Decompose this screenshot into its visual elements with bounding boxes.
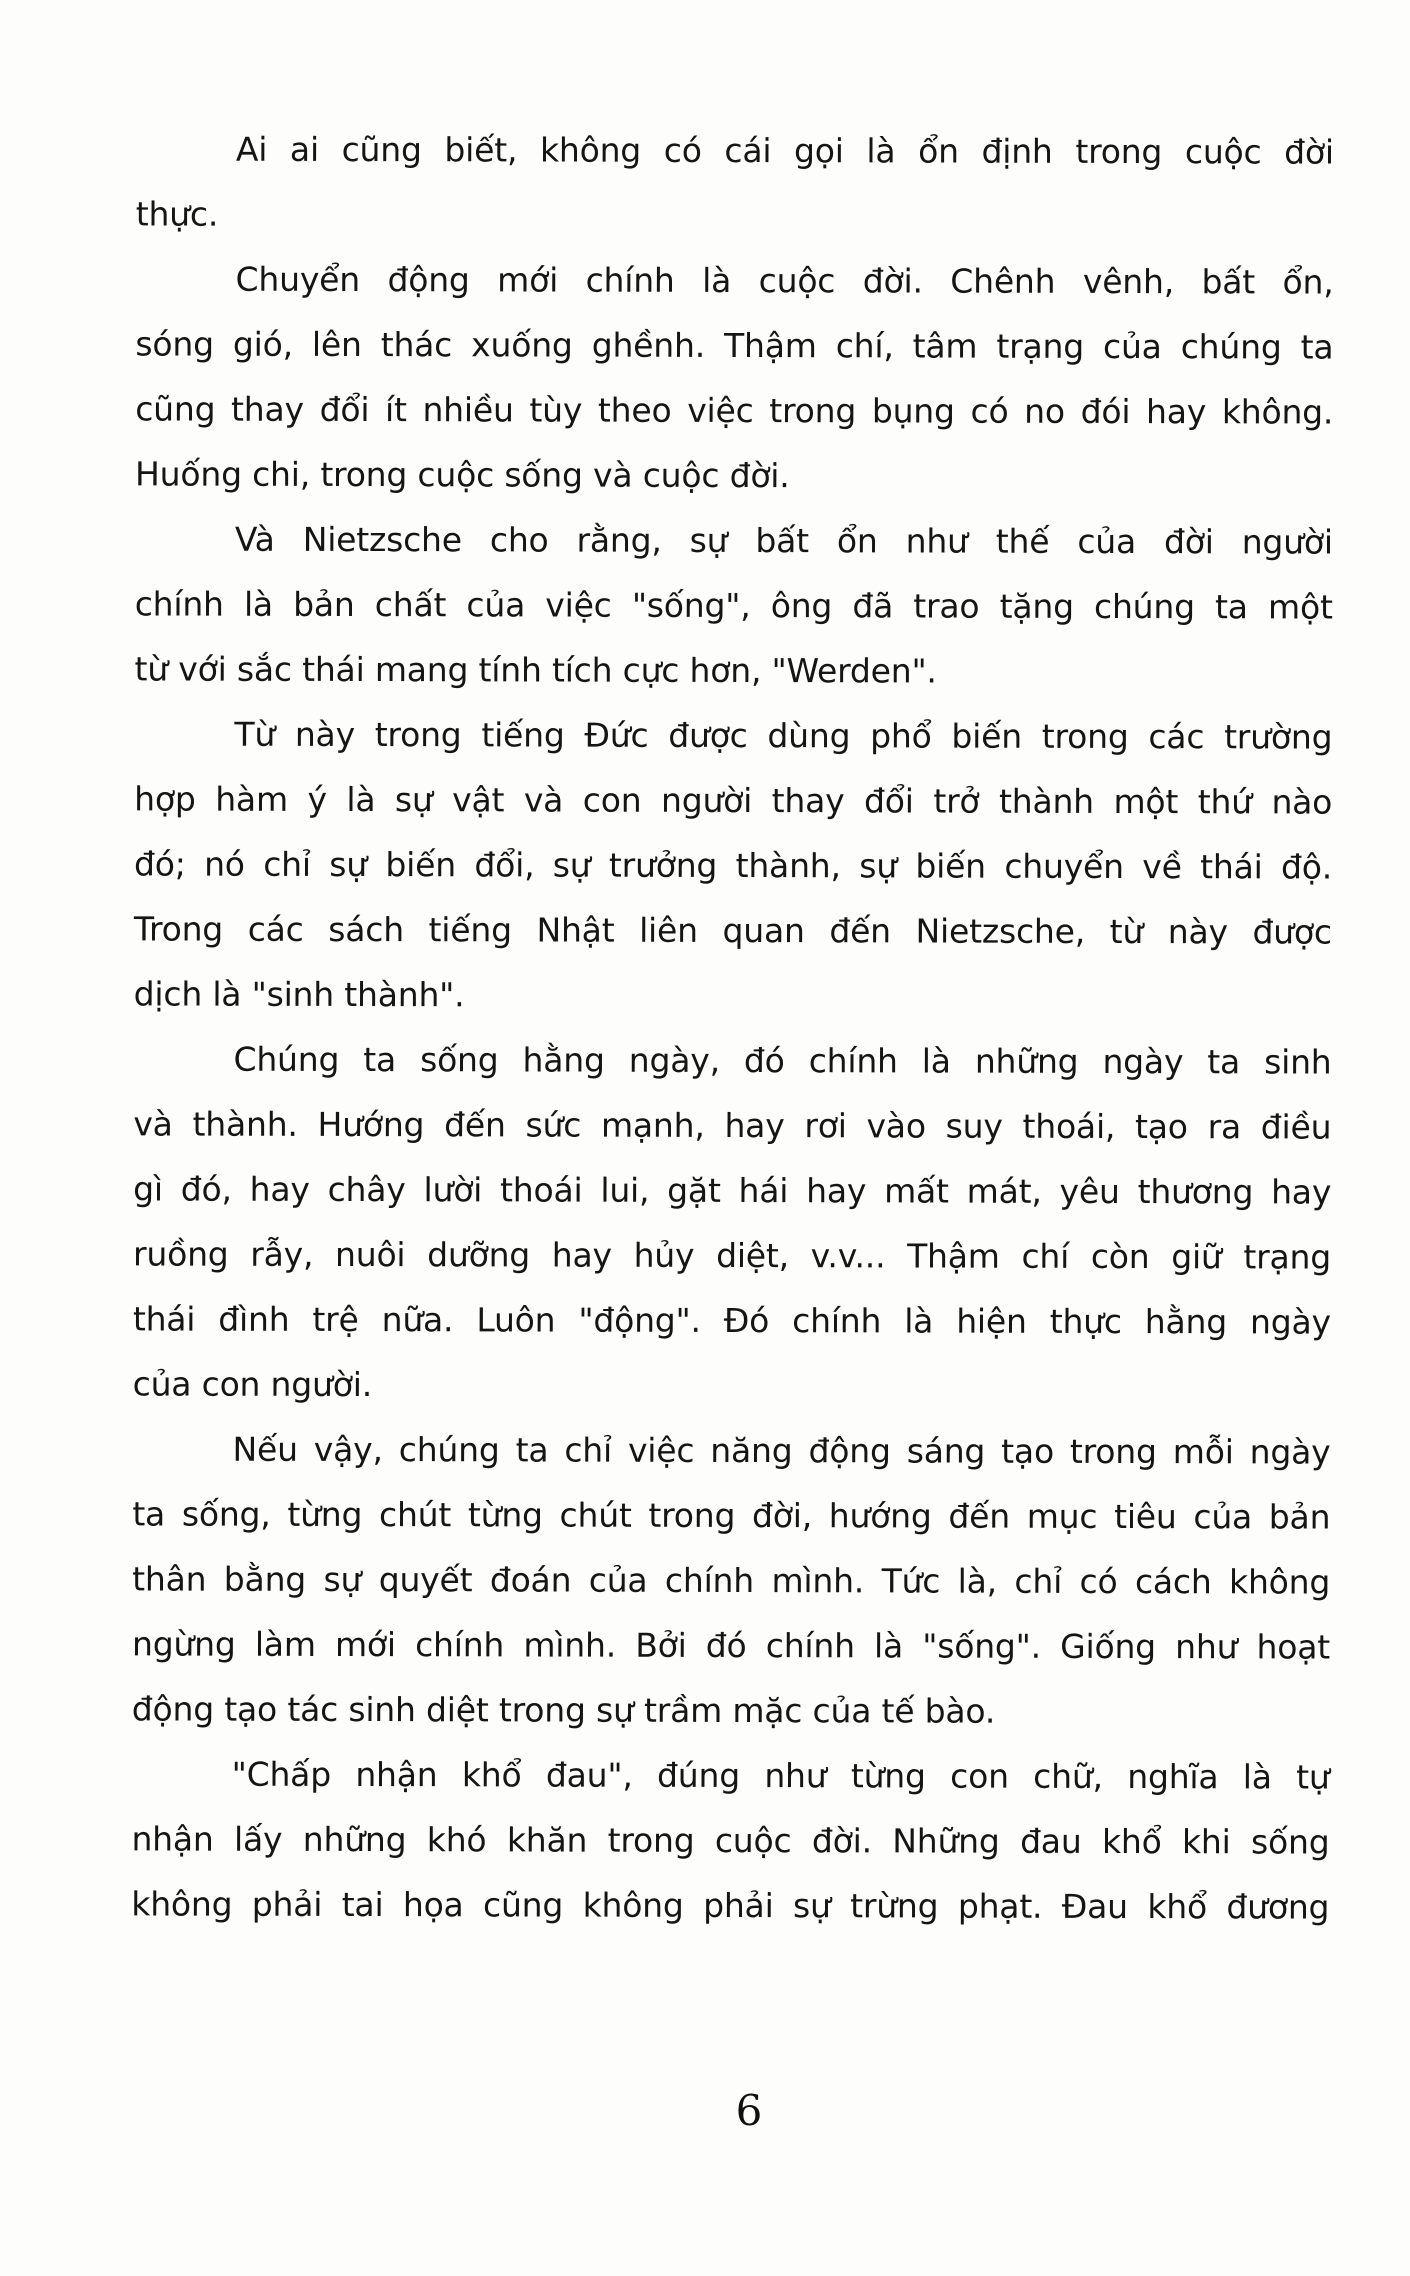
text-line: nhận lấy những khó khăn trong cuộc đời. Những đau khổ khi sống xyxy=(131,1819,1330,1862)
paragraph xyxy=(133,1026,1332,1419)
paragraph xyxy=(132,1416,1331,1744)
text-line: thân bằng sự quyết đoán của chính mình. Tức là, chỉ có cách không xyxy=(132,1559,1331,1602)
page-number: 6 xyxy=(735,2086,763,2135)
text-line: Và Nietzsche cho rằng, sự bất ổn như thế của đời người xyxy=(234,519,1333,562)
text-line: Chúng ta sống hằng ngày, đó chính là những ngày ta sinh xyxy=(233,1039,1332,1082)
text-line: ngừng làm mới chính mình. Bởi đó chính là "sống". Giống như hoạt xyxy=(131,1624,1331,1667)
text-line: Từ này trong tiếng Đức được dùng phổ biến trong các trường xyxy=(234,714,1333,757)
text-line: ruồng rẫy, nuôi dưỡng hay hủy diệt, v.v... Thậm chí còn giữ trạng xyxy=(132,1234,1332,1277)
text-block xyxy=(131,116,1334,1939)
text-line: thái đình trệ nữa. Luôn "động". Đó chính là hiện thực hằng ngày xyxy=(132,1299,1331,1342)
text-line: chính là bản chất của việc "sống", ông đã trao tặng chúng ta một xyxy=(134,584,1333,627)
text-line: và thành. Hướng đến sức mạnh, hay rơi vào suy thoái, tạo ra điều xyxy=(133,1104,1332,1147)
text-line: hợp hàm ý là sự vật và con người thay đổi trở thành một thứ nào xyxy=(134,779,1333,822)
text-line: của con người. xyxy=(132,1364,373,1405)
paragraph xyxy=(134,506,1333,704)
text-line: cũng thay đổi ít nhiều tùy theo việc trong bụng có no đói hay không. xyxy=(135,389,1334,432)
paragraph xyxy=(135,246,1334,509)
text-line: gì đó, hay chây lười thoái lui, gặt hái hay mất mát, yêu thương hay xyxy=(133,1169,1332,1212)
text-line: Nếu vậy, chúng ta chỉ việc năng động sáng tạo trong mỗi ngày xyxy=(232,1429,1331,1472)
text-line: sóng gió, lên thác xuống ghềnh. Thậm chí, tâm trạng của chúng ta xyxy=(135,324,1334,367)
text-line: "Chấp nhận khổ đau", đúng như từng con chữ, nghĩa là tự xyxy=(231,1754,1330,1797)
paragraph xyxy=(131,1741,1330,1939)
text-line: Ai ai cũng biết, không có cái gọi là ổn định trong cuộc đời xyxy=(235,129,1334,172)
text-line: động tạo tác sinh diệt trong sự trầm mặc của tế bào. xyxy=(131,1689,996,1731)
text-line: Trong các sách tiếng Nhật liên quan đến Nietzsche, từ này được xyxy=(133,909,1332,952)
text-line: Huống chi, trong cuộc sống và cuộc đời. xyxy=(135,454,790,496)
text-line: dịch là "sinh thành". xyxy=(133,974,465,1015)
paragraph xyxy=(134,701,1333,1029)
text-line: thực. xyxy=(135,194,219,234)
text-line: từ với sắc thái mang tính tích cực hơn, "Werden". xyxy=(134,649,937,691)
paragraph xyxy=(136,116,1334,249)
text-line: đó; nó chỉ sự biến đổi, sự trưởng thành, sự biến chuyển về thái độ. xyxy=(133,844,1333,887)
text-line: ta sống, từng chút từng chút trong đời, hướng đến mục tiêu của bản xyxy=(132,1494,1331,1537)
text-line: Chuyển động mới chính là cuộc đời. Chênh vênh, bất ổn, xyxy=(235,259,1334,302)
text-line: không phải tai họa cũng không phải sự trừng phạt. Đau khổ đương xyxy=(131,1884,1330,1927)
